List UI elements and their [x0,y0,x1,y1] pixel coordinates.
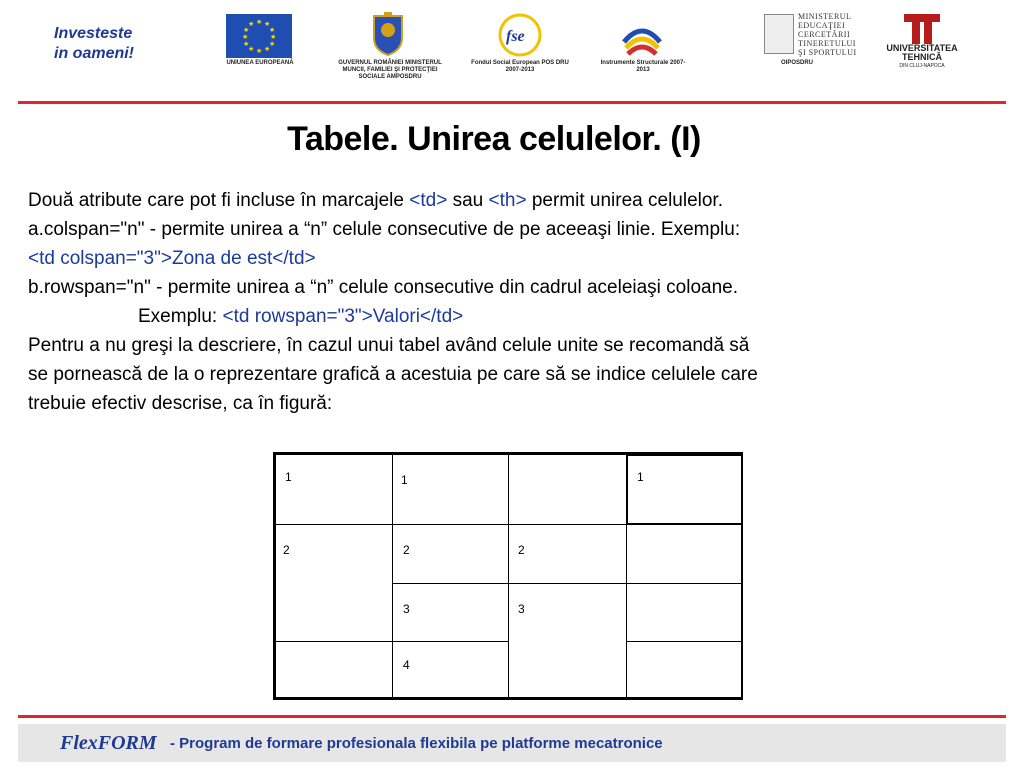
merged-cells-figure [273,452,743,700]
slide-title: Tabele. Unirea celulelor. (I) [287,120,701,158]
gov-caption: GUVERNUL ROMÂNIEI MINISTERUL MUNCII, FAMILIEI ŞI PROTECŢIEI SOCIALE AMPOSDRU [338,60,442,80]
cell-label: 1 [285,470,292,484]
body-line-6: Pentru a nu greşi la descriere, în cazul unui tabel având celule unite se recomandă să [28,335,750,356]
svg-text:★: ★ [256,47,263,55]
slogan-line-2: in oameni! [54,45,135,62]
footer-divider [18,715,1006,718]
cell-label: 3 [403,602,410,616]
colspan-example: <td colspan="3">Zona de est</td> [28,248,316,269]
cell-label: 1 [637,470,644,484]
header-divider [18,101,1006,104]
body-line-4: b.rowspan="n" - permite unirea a “n” celule consecutive din cadrul aceleiaşi coloane. [28,277,739,298]
svg-text:★: ★ [242,33,249,41]
fse-caption: Fondul Social European POS DRU 2007-2013 [471,60,569,73]
oiposdru-caption: OIPOSDRU [780,60,813,66]
eu-flag-icon [226,14,292,58]
footer-text: - Program de formare profesionala flexibila pe platforme mecatronice [170,735,663,752]
body-line-2: a.colspan="n" - permite unirea a “n” celule consecutive de pe aceeaşi linie. Exemplu: [28,219,741,240]
rowspan-example: Exemplu: <td rowspan="3">Valori</td> [138,306,464,327]
cell-label: 1 [401,473,408,487]
figure-cell [626,454,743,525]
utcn-logo-icon [902,12,942,46]
body-line-8: trebuie efectiv descrise, ca în figură: [28,393,333,414]
eu-caption: UNIUNEA EUROPEANĂ [226,60,294,66]
slide-body [28,186,1008,418]
figure-cell [626,583,743,642]
cell-label: 3 [518,602,525,616]
figure-cell [275,641,393,698]
utcn-name: UNIVERSITATEA TEHNICĂ DIN CLUJ-NAPOCA [886,43,958,69]
fse-logo-icon [496,12,544,58]
svg-text:★: ★ [264,20,271,28]
slogan-line-1: Investeste [54,25,133,42]
figure-cell [626,524,743,584]
svg-text:★: ★ [264,45,271,53]
svg-text:★: ★ [269,40,276,48]
ministry-name: MINISTERUL EDUCAŢIEI CERCETĂRII TINERETULUI ŞI SPORTULUI [798,12,857,57]
ministry-education-seal-icon [764,14,794,54]
svg-text:fse: fse [506,28,525,45]
slogan [54,24,134,64]
figure-cell [275,454,393,525]
svg-text:★: ★ [243,40,250,48]
figure-cell [508,524,627,584]
cell-label: 2 [283,543,290,557]
svg-text:★: ★ [270,33,277,41]
figure-cell [392,454,627,525]
cell-label: 2 [518,543,525,557]
struct-caption: Instrumente Structurale 2007-2013 [600,60,686,73]
body-line-7: se pornească de la o reprezentare grafică a acestuia pe care să se indice celulele care [28,364,758,385]
instrumente-structurale-icon [618,12,666,60]
figure-cell [626,641,743,698]
cell-label: 2 [403,543,410,557]
romania-coat-of-arms-icon [370,10,406,56]
svg-text:★: ★ [243,26,250,34]
svg-text:★: ★ [269,26,276,34]
svg-text:★: ★ [248,45,255,53]
body-line-1: Două atribute care pot fi incluse în marcajele <td> sau <th> permit unirea celulelor. [28,190,723,211]
figure-cell [508,583,627,698]
svg-text:★: ★ [248,20,255,28]
footer-brand: FlexFORM [60,732,157,754]
cell-label: 4 [403,658,410,672]
svg-text:★: ★ [256,18,263,26]
figure-cell [275,524,393,642]
